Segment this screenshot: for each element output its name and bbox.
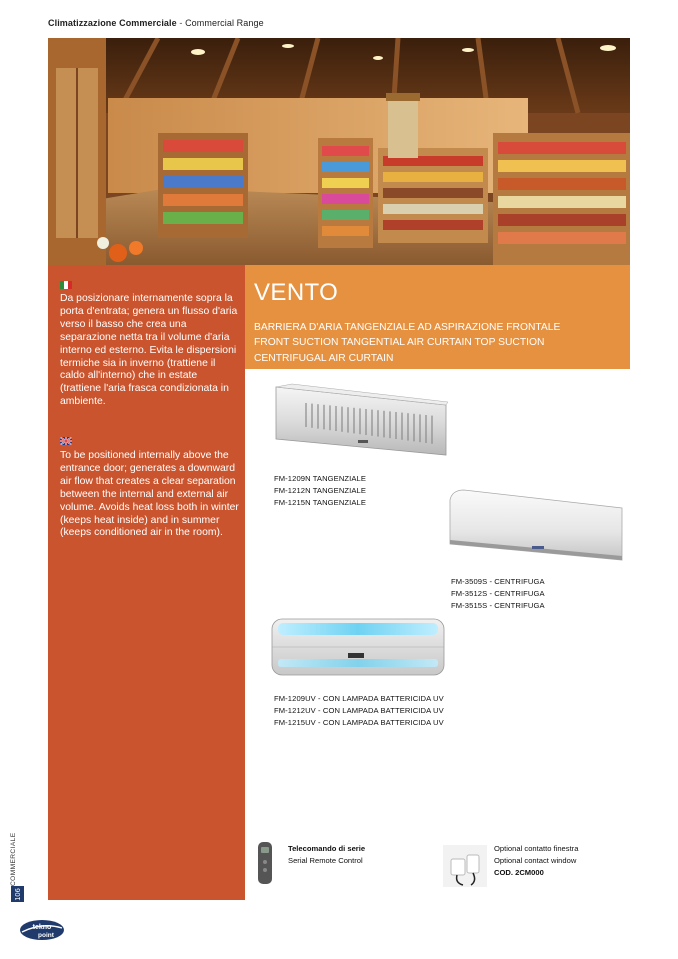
header-section-normal: Commercial Range <box>185 18 264 28</box>
product-title: VENTO <box>254 279 339 306</box>
model-item: FM-1215UV - CON LAMPADA BATTERICIDA UV <box>274 718 444 728</box>
page-number <box>11 886 24 902</box>
model-list-uv <box>274 693 444 730</box>
remote-title-it: Telecomando di serie <box>288 844 366 853</box>
header-section-bold: Climatizzazione Commerciale <box>48 18 177 28</box>
contact-title-it: Optional contatto finestra <box>494 844 579 853</box>
subtitle-line: BARRIERA D'ARIA TANGENZIALE AD ASPIRAZIONE FRONTALE <box>254 322 561 333</box>
centrifugal-air-curtain-image <box>444 486 626 564</box>
product-subtitle <box>254 320 626 366</box>
model-list-centrifugal <box>451 576 545 613</box>
contact-title-en: Optional contact window <box>494 856 577 865</box>
model-item: FM-3512S - CENTRIFUGA <box>451 589 545 599</box>
remote-control-icon <box>256 840 274 886</box>
model-item: FM-1215N TANGENZIALE <box>274 498 367 508</box>
italian-flag-icon <box>60 281 72 289</box>
model-item: FM-3515S - CENTRIFUGA <box>451 601 545 611</box>
window-contact-label <box>494 843 578 879</box>
subtitle-line: CENTRIFUGAL AIR CURTAIN <box>254 352 394 364</box>
store-interior-illustration <box>48 38 630 265</box>
header-separator: - <box>176 18 186 28</box>
uk-flag-icon <box>60 437 72 445</box>
subtitle-line: FRONT SUCTION TANGENTIAL AIR CURTAIN TOP SUCTION <box>254 337 545 349</box>
tangential-air-curtain-image <box>272 383 450 459</box>
teknopoint-logo <box>18 918 66 942</box>
remote-title-en: Serial Remote Control <box>288 856 363 865</box>
window-contact-sensor-icon <box>443 845 487 887</box>
model-item: FM-1209UV - CON LAMPADA BATTERICIDA UV <box>274 694 444 703</box>
contact-code: COD. 2CM000 <box>494 868 544 877</box>
side-label-text: COMMERCIALE <box>10 832 17 886</box>
product-title-block <box>245 265 630 369</box>
remote-control-label <box>288 843 365 867</box>
logo-text-line2: point <box>38 932 54 939</box>
section-side-label <box>10 832 24 886</box>
description-english: To be positioned internally above the entrance door; generates a downward air flow that creates a clear separation between the internal and external air volume. Avoids heat loss both in winter (keeps heat inside) and in summer (keeps conditioned air in the room). <box>60 450 239 539</box>
description-italian: Da posizionare internamente sopra la porta d'entrata; genera un flusso d'aria verso il basso che crea una separazione netta tra il volume d'aria interno ed esterno. Evita le dispersioni termiche sia in inverno (trattiene il caldo all'interno) che in estate (trattiene l'aria frasca condizionata in ambiente. <box>60 293 238 408</box>
model-item: FM-3509S - CENTRIFUGA <box>451 577 545 586</box>
page-number-text: 106 <box>12 887 22 901</box>
hero-store-photo <box>48 38 630 265</box>
model-item: FM-1212N TANGENZIALE <box>274 486 367 496</box>
uv-air-curtain-image <box>268 617 446 679</box>
model-list-tangential <box>274 473 366 510</box>
model-item: FM-1212UV - CON LAMPADA BATTERICIDA UV <box>274 706 444 716</box>
page-header <box>48 18 264 28</box>
logo-text-line1: tekno <box>32 924 52 931</box>
model-item: FM-1209N TANGENZIALE <box>274 474 367 483</box>
description-panel <box>48 265 245 900</box>
